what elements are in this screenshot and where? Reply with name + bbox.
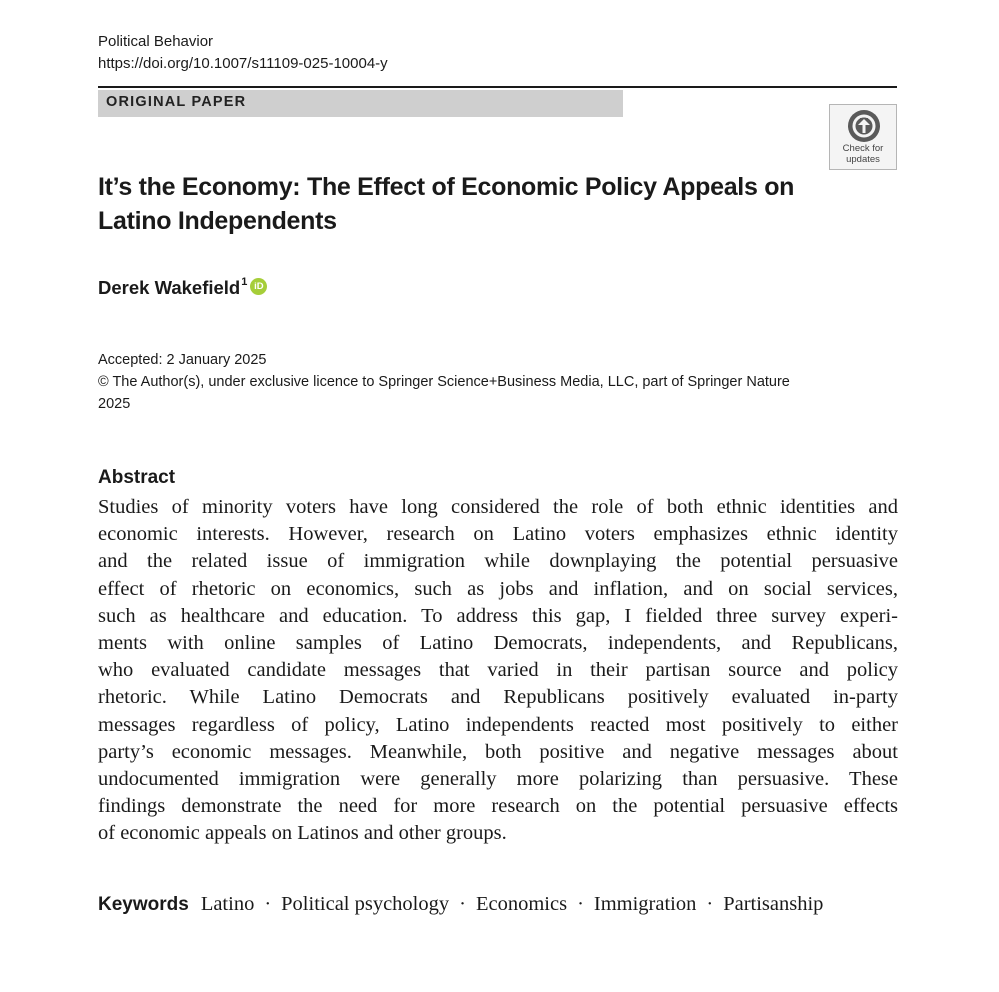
keywords bbox=[98, 893, 823, 916]
abstract-body bbox=[98, 494, 898, 847]
copyright-year: 2025 bbox=[98, 396, 131, 412]
header-rule bbox=[98, 86, 897, 88]
abstract-line: and the related issue of immigration while downplaying the potential persuasive bbox=[98, 550, 898, 573]
abstract-line: of economic appeals on Latinos and other groups. bbox=[98, 822, 507, 845]
accepted-date: Accepted: 2 January 2025 bbox=[98, 352, 267, 368]
author-line bbox=[98, 277, 267, 299]
keyword-separator: · bbox=[264, 893, 272, 915]
check-for-updates-badge[interactable] bbox=[829, 104, 897, 170]
article-meta bbox=[98, 349, 888, 415]
check-updates-label: Check for updates bbox=[842, 143, 884, 165]
journal-name: Political Behavior bbox=[98, 33, 214, 50]
keyword-item[interactable]: Immigration bbox=[593, 893, 697, 915]
abstract-line: effect of rhetoric on economics, such as jobs and inflation, and on social services, bbox=[98, 577, 898, 600]
abstract-line: undocumented immigration were generally more polarizing than persuasive. These bbox=[98, 767, 898, 790]
abstract-line: Studies of minority voters have long considered the role of both ethnic identities and bbox=[98, 496, 898, 518]
doi-link[interactable]: https://doi.org/10.1007/s11109-025-10004-y bbox=[98, 55, 388, 72]
article-title bbox=[98, 170, 828, 238]
keyword-item[interactable]: Economics bbox=[475, 893, 568, 915]
abstract-line: rhetoric. While Latino Democrats and Republicans positively evaluated in-party bbox=[98, 686, 898, 709]
abstract-line: such as healthcare and education. To address this gap, I fielded three survey experi- bbox=[98, 604, 898, 627]
author-name[interactable]: Derek Wakefield bbox=[98, 277, 241, 298]
affiliation-mark: 1 bbox=[241, 276, 248, 288]
abstract-line: messages regardless of policy, Latino independents reacted most positively to either bbox=[98, 713, 898, 736]
keyword-separator: · bbox=[459, 893, 466, 915]
article-type: ORIGINAL PAPER bbox=[106, 94, 247, 110]
copyright-line: © The Author(s), under exclusive licence to Springer Science+Business Media, LLC, part of Springer Nature bbox=[98, 374, 790, 390]
keywords-label: Keywords bbox=[98, 894, 189, 915]
keyword-separator: · bbox=[706, 893, 714, 915]
abstract-line: findings demonstrate the need for more research on the potential persuasive effects bbox=[98, 795, 898, 818]
keyword-separator: · bbox=[577, 893, 584, 915]
title-line: It’s the Economy: The Effect of Economic Policy Appeals on bbox=[98, 173, 795, 201]
article-type-band bbox=[98, 90, 623, 117]
abstract-line: who evaluated candidate messages that varied in their partisan source and policy bbox=[98, 659, 898, 682]
journal-info bbox=[98, 31, 388, 75]
abstract-line: party’s economic messages. Meanwhile, both positive and negative messages about bbox=[98, 740, 898, 763]
orcid-icon[interactable]: iD bbox=[250, 278, 267, 295]
keyword-item[interactable]: Latino bbox=[200, 893, 255, 915]
abstract-line: ments with online samples of Latino Democrats, independents, and Republicans, bbox=[98, 631, 898, 654]
title-line: Latino Independents bbox=[98, 207, 337, 235]
check-updates-icon bbox=[847, 109, 881, 143]
keyword-item[interactable]: Political psychology bbox=[281, 893, 450, 915]
abstract-line: economic interests. However, research on Latino voters emphasizes ethnic identity bbox=[98, 523, 898, 546]
abstract-heading: Abstract bbox=[98, 467, 176, 488]
keyword-item[interactable]: Partisanship bbox=[723, 893, 824, 915]
